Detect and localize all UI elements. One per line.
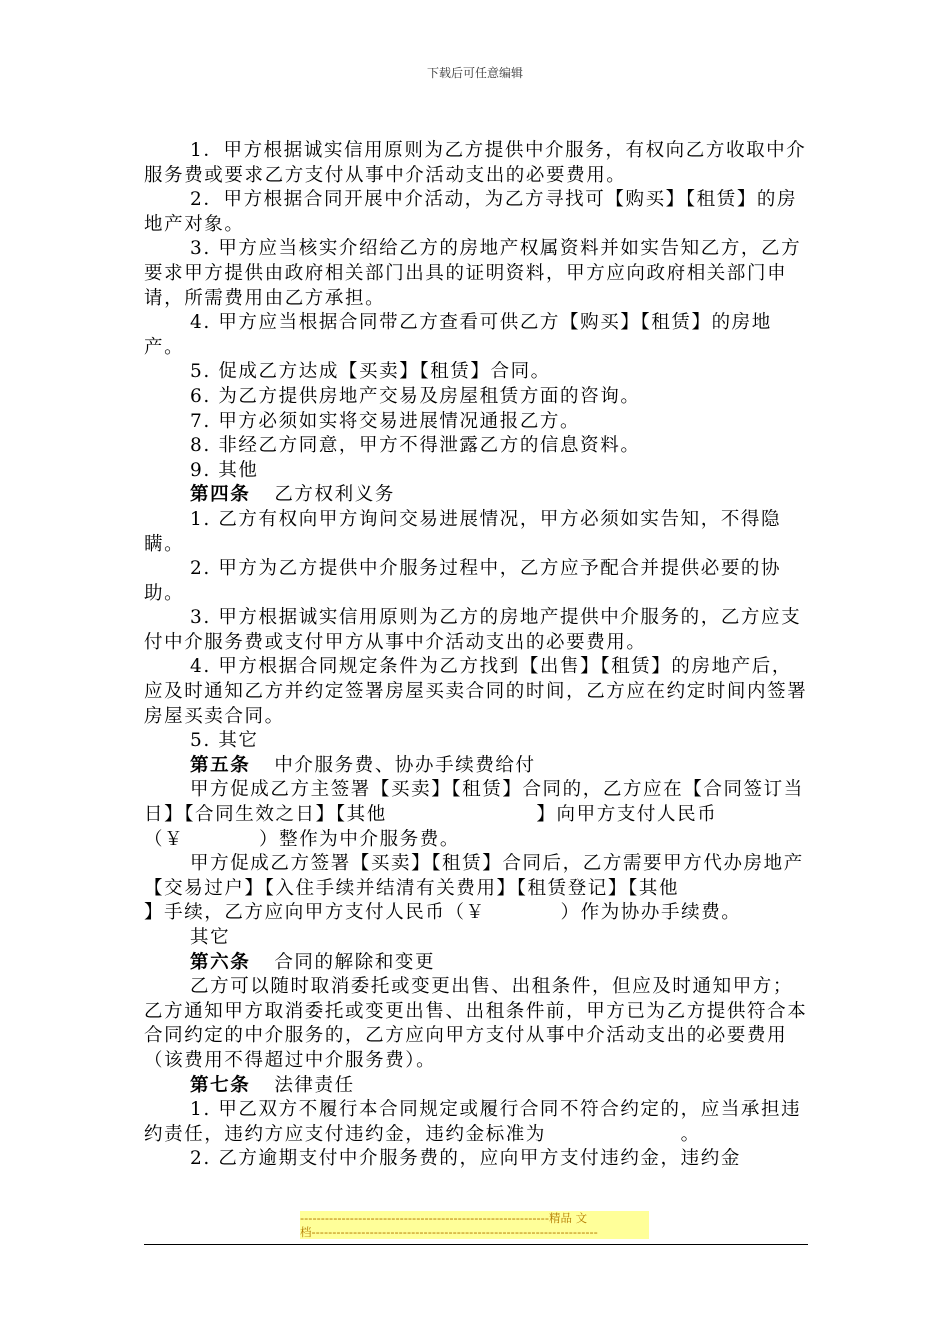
footer-line-1: ------------------------------------------------------------精品 文 (300, 1211, 588, 1225)
paragraph: 甲方促成乙方签署【买卖】【租赁】合同后，乙方需要甲方代办房地产【交易过户】【入住手续并结清有关费用】【租赁登记】【其他 】手续，乙方应向甲方支付人民币（￥ ）作为协办手续费。 (144, 853, 829, 924)
paragraph: 2. 乙方逾期支付中介服务费的，应向甲方支付违约金，违约金 (190, 1148, 741, 1170)
paragraph: 1．甲方根据诚实信用原则为乙方提供中介服务，有权向乙方收取中介服务费或要求乙方支付从事中介活动支出的必要费用。 (144, 140, 807, 186)
article-title: 法律责任 (274, 1074, 355, 1096)
paragraph: 3. 甲方根据诚实信用原则为乙方的房地产提供中介服务的，乙方应支付中介服务费或支付甲方从事中介活动支出的必要费用。 (144, 607, 802, 653)
article-heading (144, 951, 808, 976)
page-header: 下载后可任意编辑 (426, 66, 523, 80)
paragraph: 4. 甲方应当根据合同带乙方查看可供乙方【购买】【租赁】的房地产。 (144, 312, 772, 358)
article-number: 第六条 (190, 951, 251, 973)
paragraph: 2．甲方根据合同开展中介活动，为乙方寻找可【购买】【租赁】的房地产对象。 (144, 189, 798, 235)
paragraph: 5. 促成乙方达成【买卖】【租赁】合同。 (190, 361, 551, 383)
paragraph: 2. 甲方为乙方提供中介服务过程中，乙方应予配合并提供必要的协助。 (144, 558, 782, 604)
article-heading (144, 483, 808, 508)
footer-rule (144, 1244, 808, 1245)
article-number: 第七条 (190, 1074, 251, 1096)
paragraph: 甲方促成乙方主签署【买卖】【租赁】合同的，乙方应在【合同签订当日】【合同生效之日】【其他 】向甲方支付人民币 （￥ ）整作为中介服务费。 (144, 779, 875, 850)
paragraph: 4. 甲方根据合同规定条件为乙方找到【出售】【租赁】的房地产后，应及时通知乙方并约定签署房屋买卖合同的时间，乙方应在约定时间内签署房屋买卖合同。 (144, 656, 808, 727)
article-heading (144, 754, 808, 779)
paragraph: 9. 其他 (190, 459, 259, 481)
article-title: 中介服务费、协办手续费给付 (274, 754, 536, 776)
paragraph: 1. 甲乙双方不履行本合同规定或履行合同不符合约定的，应当承担违约责任，违约方应支付违约金，违约金标准为 。 (144, 1099, 802, 1145)
article-heading (144, 1074, 808, 1099)
article-number: 第五条 (190, 754, 251, 776)
paragraph: 3. 甲方应当核实介绍给乙方的房地产权属资料并如实告知乙方，乙方要求甲方提供由政府相关部门出具的证明资料，甲方应向政府相关部门申请，所需费用由乙方承担。 (144, 238, 802, 309)
paragraph: 1. 乙方有权向甲方询问交易进展情况，甲方必须如实告知，不得隐瞒。 (144, 508, 782, 555)
paragraph: 乙方可以随时取消委托或变更出售、出租条件，但应及时通知甲方；乙方通知甲方取消委托或变更出售、出租条件前，甲方已为乙方提供符合本合同约定的中介服务的，乙方应向甲方支付从事中介活动支出的必要费用（该费用不得超过中介服务费）。 (144, 976, 808, 1071)
paragraph: 6. 为乙方提供房地产交易及房屋租赁方面的咨询。 (190, 385, 641, 407)
footer-watermark (300, 1211, 649, 1239)
paragraph: 7. 甲方必须如实将交易进展情况通报乙方。 (190, 410, 581, 432)
paragraph: 8. 非经乙方同意，甲方不得泄露乙方的信息资料。 (190, 435, 641, 457)
article-title: 乙方权利义务 (274, 484, 395, 506)
footer-line-2: 档--------------------------------------------------------------------- (300, 1225, 598, 1239)
contract-body (144, 139, 875, 1172)
paragraph: 5. 其它 (190, 730, 259, 752)
article-number: 第四条 (190, 484, 251, 506)
paragraph: 其它 (190, 927, 231, 948)
article-title: 合同的解除和变更 (274, 951, 436, 973)
